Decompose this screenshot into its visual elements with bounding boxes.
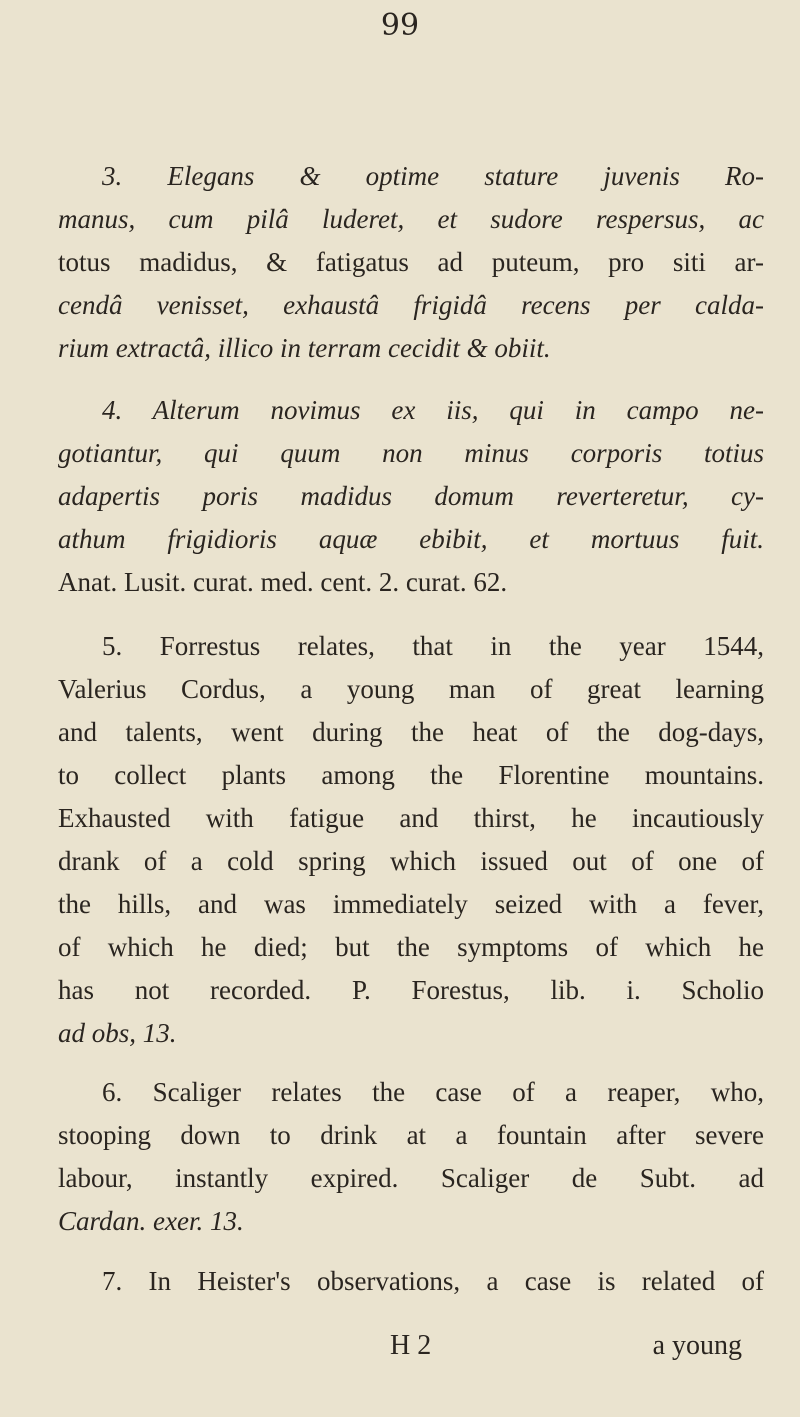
text-line: athum frigidioris aquæ ebibit, et mortuus fuit. — [58, 524, 764, 554]
text-line: ad obs, 13. — [58, 1018, 177, 1048]
text-line: manus, cum pilâ luderet, et sudore respersus, ac — [58, 204, 764, 234]
text-line: 3. Elegans & optime stature juvenis Ro- — [102, 161, 764, 191]
paragraph-7 — [58, 1260, 764, 1303]
paragraph-5 — [58, 625, 764, 1055]
text-line: to collect plants among the Florentine mountains. — [58, 760, 764, 790]
text-line: stooping down to drink at a fountain after severe — [58, 1120, 764, 1150]
text-line: labour, instantly expired. Scaliger de Subt. ad — [58, 1163, 764, 1193]
page-number: 99 — [380, 8, 420, 43]
signature-mark: H 2 — [390, 1330, 432, 1361]
text-line: 5. Forrestus relates, that in the year 1544, — [102, 631, 764, 661]
text-line: 6. Scaliger relates the case of a reaper, who, — [102, 1077, 764, 1107]
text-line: rium extractâ, illico in terram cecidit & obiit. — [58, 333, 551, 363]
text-line: of which he died; but the symptoms of which he — [58, 932, 764, 962]
paragraph-4 — [58, 389, 764, 604]
text-line: cendâ venisset, exhaustâ frigidâ recens per calda- — [58, 290, 764, 320]
paragraph-3 — [58, 155, 764, 370]
text-line: has not recorded. P. Forestus, lib. i. Scholio — [58, 975, 764, 1005]
text-line: Exhausted with fatigue and thirst, he incautiously — [58, 803, 764, 833]
paragraph-6 — [58, 1071, 764, 1243]
text-line: gotiantur, qui quum non minus corporis totius — [58, 438, 764, 468]
text-line: Cardan. exer. 13. — [58, 1206, 244, 1236]
catchword: a young — [652, 1330, 742, 1361]
text-line: adapertis poris madidus domum reverteretur, cy- — [58, 481, 764, 511]
text-line: drank of a cold spring which issued out of one of — [58, 846, 764, 876]
text-line: and talents, went during the heat of the dog-days, — [58, 717, 764, 747]
text-line: totus madidus, & fatigatus ad puteum, pro siti ar- — [58, 247, 764, 277]
text-line: 7. In Heister's observations, a case is related of — [102, 1266, 764, 1296]
text-line: 4. Alterum novimus ex iis, qui in campo ne- — [102, 395, 764, 425]
text-line: Anat. Lusit. curat. med. cent. 2. curat. 62. — [58, 567, 508, 597]
text-line: the hills, and was immediately seized with a fever, — [58, 889, 764, 919]
text-line: Valerius Cordus, a young man of great learning — [58, 674, 764, 704]
